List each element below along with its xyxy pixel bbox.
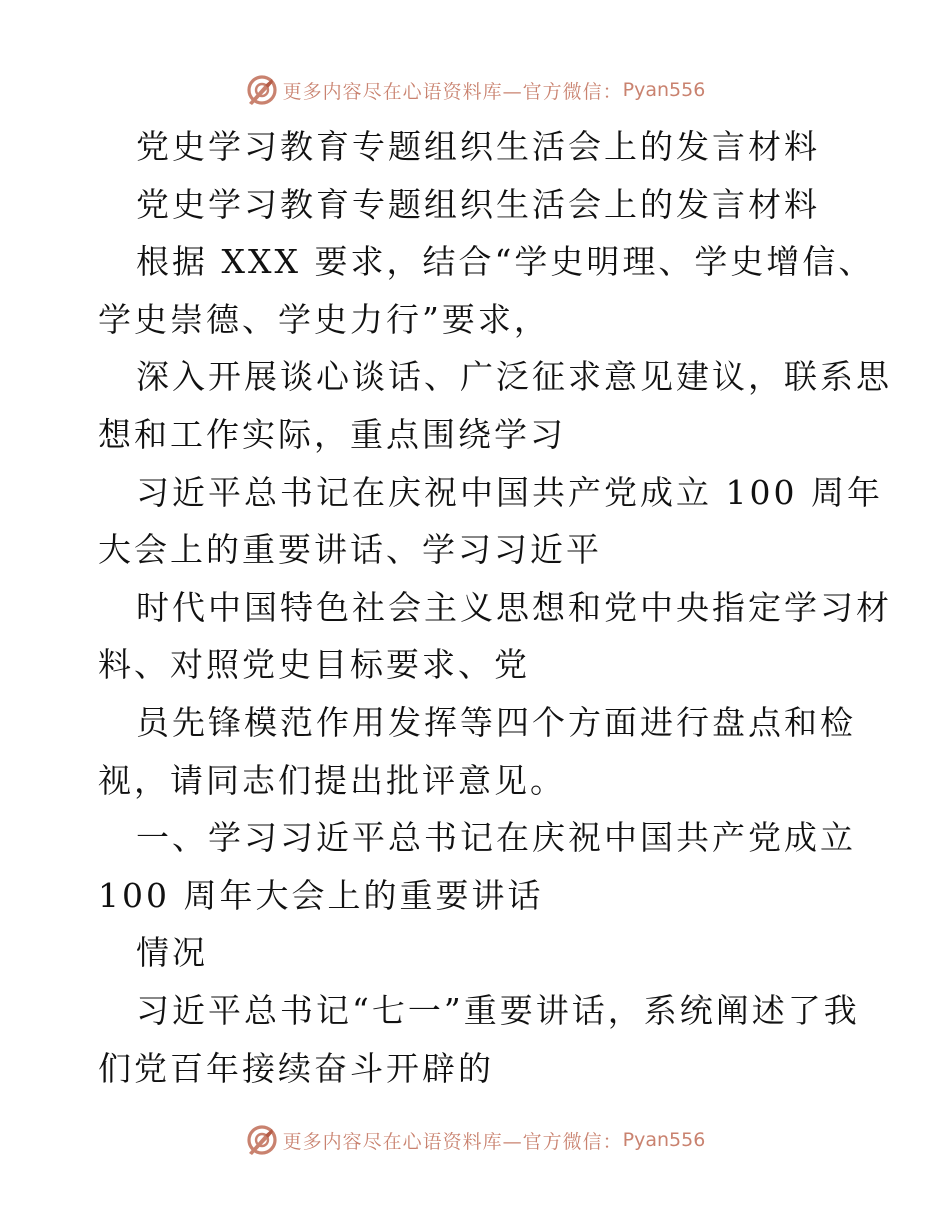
text-line: 员先锋模范作用发挥等四个方面进行盘点和检 bbox=[136, 702, 856, 742]
brand-logo-icon bbox=[245, 1123, 279, 1157]
banner-text: 更多内容尽在心语资料库—官方微信： bbox=[282, 80, 623, 103]
text-line: 根据 XXX 要求，结合“学史明理、学史增信、 bbox=[136, 242, 875, 282]
banner-wechat-id: Pyan556 bbox=[622, 79, 706, 101]
text-line: 大会上的重要讲话、学习习近平 bbox=[98, 530, 602, 570]
text-line: 视，请同志们提出批评意见。 bbox=[98, 760, 566, 800]
footer-banner bbox=[0, 1120, 950, 1160]
text-line: 情况 bbox=[136, 933, 208, 973]
text-line: 习近平总书记“七一”重要讲话，系统阐述了我 bbox=[136, 990, 860, 1030]
section-heading: 100 周年大会上的重要讲话 bbox=[98, 875, 544, 915]
text-line: 时代中国特色社会主义思想和党中央指定学习材 bbox=[136, 587, 892, 627]
document-body bbox=[98, 118, 892, 1097]
text-line: 们党百年接续奋斗开辟的 bbox=[98, 1048, 494, 1088]
title-line: 党史学习教育专题组织生活会上的发言材料 bbox=[136, 127, 820, 166]
title-line: 党史学习教育专题组织生活会上的发言材料 bbox=[136, 184, 820, 224]
brand-logo-icon bbox=[245, 73, 279, 107]
header-banner bbox=[0, 70, 950, 110]
text-line: 深入开展谈心谈话、广泛征求意见建议，联系思 bbox=[136, 357, 892, 397]
text-line: 习近平总书记在庆祝中国共产党成立 100 周年 bbox=[136, 472, 883, 512]
text-line: 想和工作实际，重点围绕学习 bbox=[98, 414, 566, 454]
text-line: 学史崇德、学史力行”要求， bbox=[98, 299, 550, 339]
banner-text: 更多内容尽在心语资料库—官方微信： bbox=[282, 1130, 623, 1153]
text-line: 料、对照党史目标要求、党 bbox=[98, 645, 530, 685]
banner-wechat-id: Pyan556 bbox=[622, 1129, 706, 1151]
section-heading: 一、学习习近平总书记在庆祝中国共产党成立 bbox=[136, 818, 856, 858]
